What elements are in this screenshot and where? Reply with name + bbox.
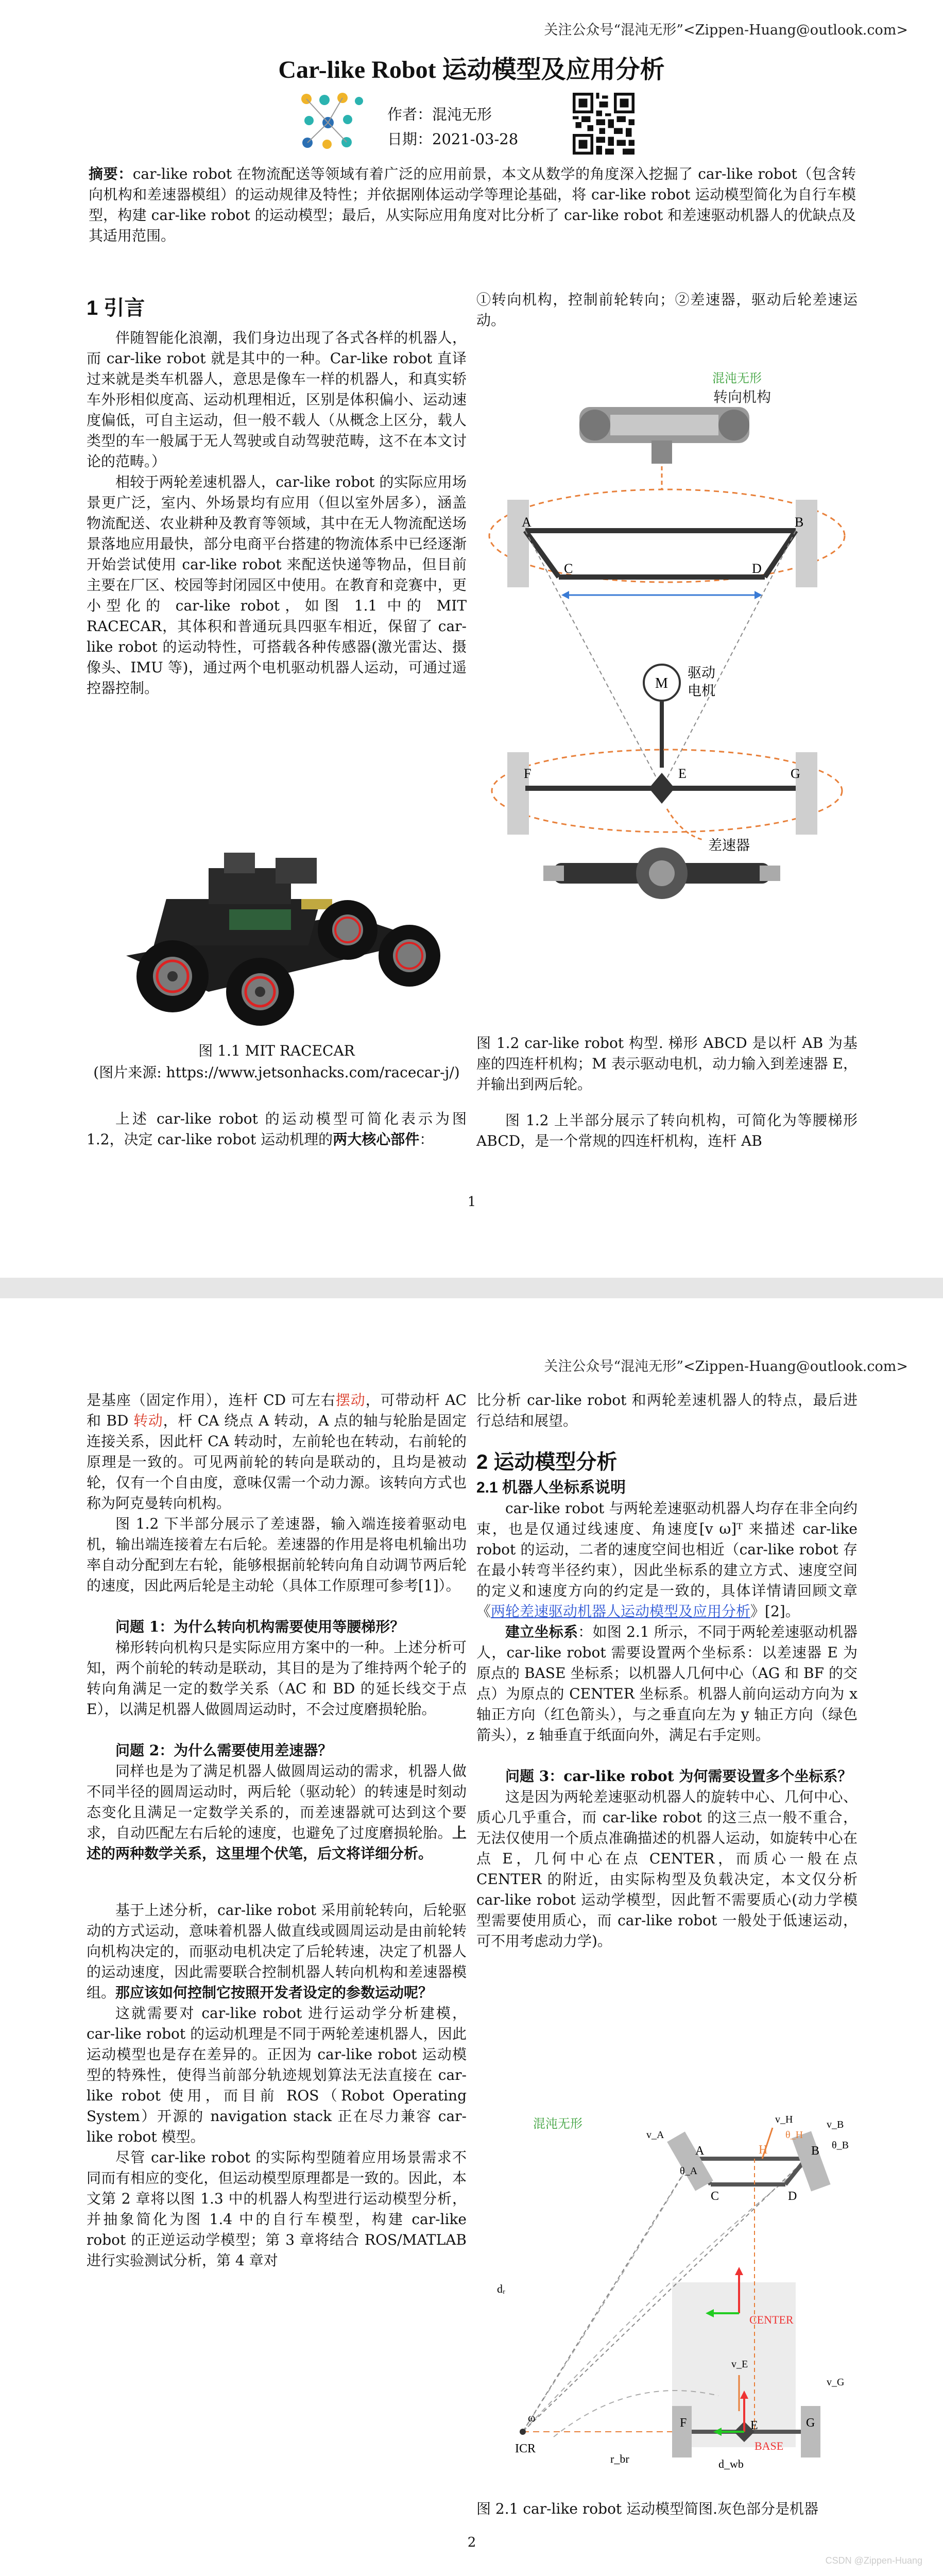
pt-C: C: [564, 561, 573, 576]
fig21-vG: v_G: [827, 2377, 845, 2388]
fig21-vB: v_B: [827, 2119, 844, 2130]
page-2: [0, 1298, 943, 2576]
p2-left-p4: [87, 1761, 467, 1864]
fig21-vH: v_H: [775, 2114, 793, 2125]
differential-photo: [543, 848, 780, 899]
question-3: 问题 3：car-like robot 为何需要设置多个坐标系？: [505, 1768, 852, 1785]
p2-l-p1-a: 是基座（固定作用），连杆 CD 可左右: [87, 1392, 336, 1409]
fig2-motor-label-1: 驱动: [688, 665, 715, 681]
fig-1-2-diagram: [476, 355, 858, 1020]
abstract-text: car-like robot 在物流配送等领域有着广泛的应用前景，本文从数学的角度深入挖掘了 car-like robot（包含转向机构和差速器模组）的运动规律及特性；并依据刚体运动学等理论基础，将 car-like robot 运动模型简化为自行车模型，构建 car-like robot 的运动模型；最后，从实际应用角度对比分析了 car-like robot 和差速驱动机器人的优缺点及其适用范围。: [89, 165, 856, 244]
p1-p3-a: 上述 car-like robot 的运动模型可简化表示为图 1.2，决定 car-like robot 运动机理的: [87, 1110, 467, 1148]
author: 作者：混沌无形: [387, 106, 492, 123]
fig21-caption: 图 2.1 car-like robot 运动模型简图.灰色部分是机器: [476, 2500, 818, 2517]
p1-paragraph-3: [87, 1109, 467, 1150]
p2-l-p5-b: 那应该如何控制它按照开发者设定的参数运动呢？: [115, 1984, 433, 2001]
pt-E: E: [678, 766, 687, 781]
center-label: CENTER: [749, 2313, 794, 2326]
ref-link[interactable]: 两轮差速驱动机器人运动模型及应用分析: [491, 1603, 751, 1620]
p1-right-bottom: [476, 1033, 858, 1151]
p2-left-column: [87, 1390, 467, 2271]
author-logo-icon: [296, 89, 368, 156]
fig21-caption-box: [476, 2499, 858, 2519]
fig21-F: F: [680, 2416, 687, 2430]
p1-p3-b: 两大核心部件: [333, 1131, 420, 1148]
fig21-thH: θ_H: [785, 2129, 803, 2141]
p2-right-p3: [476, 1622, 858, 1745]
p2-l-p1-swing: 摆动: [335, 1392, 366, 1409]
p2-l-p1-rotate: 转动: [133, 1412, 163, 1429]
fig21-B: B: [811, 2144, 820, 2158]
p2-left-p3: 梯形转向机构只是实际应用方案中的一种。上述分析可知，两个前轮的转动是联动，其目的是为了维持两个轮子的转向角满足一定的数学关系（AC 和 BD 的延长线交于点 E），以满足机器人做圆周运动时，不会过度磨损轮胎。: [87, 1639, 467, 1718]
section-1-heading: 1 引言: [87, 297, 145, 319]
fig21-H: H: [759, 2143, 768, 2157]
pt-M: M: [655, 675, 668, 691]
fig21-C: C: [711, 2190, 719, 2203]
p2-left-p2: 图 1.2 下半部分展示了差速器，输入端连接着驱动电机，输出端连接着左右后轮。差速器的作用是将电机输出功率自动分配到左右轮，能够根据前轮转向角自动调节两后轮的速度，因此两后轮是主动轮（具体工作原理可参考[1]）。: [87, 1515, 467, 1594]
p2-left-p1: [87, 1390, 467, 1514]
p1-left-column: [87, 298, 467, 699]
abstract-label: 摘要：: [89, 165, 133, 182]
abstract: [89, 164, 856, 246]
racecar-figure: [106, 837, 445, 1028]
fig21-dwb: d_wb: [718, 2458, 744, 2470]
question-2: 问题 2：为什么需要使用差速器？: [115, 1742, 333, 1759]
page-number-1: 1: [467, 1194, 476, 1210]
wheel-rear-left: [318, 900, 378, 960]
section-2-heading: 2 运动模型分析: [476, 1451, 618, 1473]
fig21-E: E: [750, 2419, 758, 2432]
p1-paragraph-2: 相较于两轮差速机器人，car-like robot 的实际应用场景更广泛，室内、外场景均有应用（但以室外居多），涵盖物流配送、农业耕种及教育等领域，其中在无人物流配送场景落地应用最快，部分电商平台搭建的物流体系中已经逐渐开始尝试使用 car-like robot 来配送快递等物品，但目前主要在厂区、校园等封闭园区中使用。在教育和竞赛中，更小型化的 car-like robot，如图 1.1 中的 MIT RACECAR，其体积和普通玩具四驱车相近，保留了 car-like robot 的运动特性，可搭载各种传感器(激光雷达、摄像头、IMU 等)，通过两个电机驱动机器人运动，可通过遥控器控制。: [87, 473, 467, 697]
steering-mechanism-photo: [579, 407, 749, 464]
fig21-G: G: [806, 2416, 815, 2430]
icr-label: ICR: [515, 2442, 536, 2455]
date: 日期：2021-03-28: [387, 130, 519, 148]
p1-right-column: [476, 290, 858, 331]
p2-l-p1-e: ，杆 CA 绕点 A 转动，A 点的轴与轮胎是固定连接关系，因此杆 CA 转动时，左前轮也在转动，右前轮的原理是一致的。可见两前轮的转向是联动的，且均是被动轮，仅有一个自由度，意味仅需一个动力源。该转向方式也称为阿克曼转向机构。: [87, 1412, 467, 1512]
question-1: 问题 1：为什么转向机构需要使用等腰梯形？: [115, 1618, 405, 1635]
fig21-omega: ω: [528, 2411, 536, 2424]
p2-right-p1: 比分析 car-like robot 和两轮差速机器人的特点，最后进行总结和展望。: [476, 1392, 858, 1429]
page-header: 关注公众号“混沌无形”<Zippen-Huang@outlook.com>: [544, 22, 908, 38]
fig21-thB: θ_B: [832, 2140, 849, 2151]
wheel-rear-right: [379, 925, 440, 987]
fig21-rbr: r_br: [610, 2452, 629, 2465]
fig2-caption: 图 1.2 car-like robot 构型. 梯形 ABCD 是以杆 AB 为基座的四连杆机构；M 表示驱动电机，动力输入到差速器 E，并输出到两后轮。: [476, 1035, 858, 1093]
p2-left-p5: [87, 1900, 467, 2003]
base-label: BASE: [755, 2439, 784, 2452]
page-number-2: 2: [467, 2535, 476, 2550]
p2-r-p2-a: car-like robot 与两轮差速驱动机器人均存在非全向约束，也是仅通过线速度、角速度[v ω]ᵀ 来描述 car-like robot 的运动，二者的速度空间也相近（car-like robot 存在最小转弯半径约束），因此坐标系的建立方式、速度空间的定义和速度方向的约定是一致的，具体详情请回顾文章《: [476, 1500, 858, 1620]
footer-watermark: CSDN @Zippen-Huang: [825, 2555, 922, 2566]
qr-code-icon: [573, 93, 635, 155]
p1-right-top: ①转向机构，控制前轮转向；②差速器，驱动后轮差速运动。: [476, 291, 858, 329]
fig21-dr: dᵣ: [497, 2282, 506, 2295]
fig21-thA: θ_A: [680, 2165, 698, 2177]
paper-title: Car-like Robot 运动模型及应用分析: [278, 56, 665, 83]
fig21-vE: v_E: [731, 2359, 748, 2370]
fig2-motor-label-2: 电机: [688, 683, 715, 699]
page-header-2: 关注公众号“混沌无形”<Zippen-Huang@outlook.com>: [544, 1359, 908, 1375]
p2-r-p3-b: ：如图 2.1 所示，不同于两轮差速驱动机器人，car-like robot 需要设置两个坐标系：以差速器 E 为原点的 BASE 坐标系；以机器人几何中心（AG 和 BF 的交点）为原点的 CENTER 坐标系。机器人前向运动方向为 x 轴正方向（红色箭头），与之垂直向左为 y 轴正方向（绿色箭头），z 轴垂直于纸面向外，满足右手定则。: [476, 1623, 858, 1743]
p2-right-column: [476, 1390, 858, 1952]
p2-l-p4-a: 同样也是为了满足机器人做圆周运动的需求，机器人做不同半径的圆周运动时，两后轮（驱动轮）的转速是时刻动态变化且满足一定数学关系的，而差速器就可达到这个要求，自动匹配左右后轮的速度，也避免了过度磨损轮胎。: [87, 1762, 467, 1841]
p2-l-p5-a: 基于上述分析，car-like robot 采用前轮转向，后轮驱动的方式运动，意味着机器人做直线或圆周运动是由前轮转向机构决定的，而驱动电机决定了后轮转速，决定了机器人的运动速度，因此需要联合控制机器人转向机构和差速器模组。: [87, 1902, 467, 2001]
p2-left-p7: 尽管 car-like robot 的实际构型随着应用场景需求不同而有相应的变化，但运动模型原理都是一致的。因此，本文第 2 章将以图 1.3 中的机器人构型进行运动模型分析，并抽象简化为图 1.4 中的自行车模型，构建 car-like robot 的正逆运动学模型；第 3 章将结合 ROS/MATLAB 进行实验测试分析，第 4 章对: [87, 2149, 467, 2269]
p2-right-p4: 这是因为两轮差速驱动机器人的旋转中心、几何中心、质心几乎重合，而 car-like robot 的这三点一般不重合，无法仅使用一个质点准确描述的机器人运动，如旋转中心在点 E，几何中心在点 CENTER，而质心一般在点 CENTER 的附近，由实际构型及负载决定，本文仅分析 car-like robot 运动学模型，因此暂不需要质心(动力学模型需要使用质心，而 car-like robot 一般处于低速运动，可不用考虑动力学)。: [476, 1788, 858, 1950]
page-1: [0, 0, 943, 1278]
p2-right-p2: [476, 1498, 858, 1622]
fig1-source: (图片来源: https://www.jetsonhacks.com/racecar-j/): [93, 1064, 460, 1081]
subsection-2-1-heading: 2.1 机器人坐标系说明: [476, 1479, 626, 1496]
pt-F: F: [524, 766, 531, 781]
p2-r-p2-b: 》[2]。: [750, 1603, 800, 1620]
pt-D: D: [752, 561, 762, 576]
pt-A: A: [522, 515, 531, 530]
p2-r-p3-a: 建立坐标系: [505, 1623, 578, 1640]
p1-paragraph-1: 伴随智能化浪潮，我们身边出现了各式各样的机器人，而 car-like robot 就是其中的一种。Car-like robot 直译过来就是类车机器人，意思是像车一样的机器人，和真实轿车外形相似度高、运动机理相近，区别是体积偏小、运动速度偏低，可自主运动，但一般不载人（从概念上区分，载人类型的车一般属于无人驾驶或自动驾驶范畴，这不在本文讨论的范畴。）: [87, 329, 467, 470]
fig21-vA: v_A: [646, 2129, 664, 2141]
p1-left-bottom: [87, 1109, 467, 1150]
p1-p3-c: ：: [419, 1131, 434, 1148]
fig21-A: A: [695, 2144, 705, 2158]
pt-B: B: [795, 515, 804, 530]
fig2-watermark: 混沌无形: [712, 372, 762, 385]
fig21-watermark: 混沌无形: [533, 2117, 582, 2131]
pt-G: G: [791, 766, 800, 781]
p2-l-p4-b: 上述的两种数学关系，这里埋个伏笔，后文将详细分析。: [87, 1824, 467, 1862]
fig2-steer-label: 转向机构: [713, 389, 771, 405]
wheel-front-right: [226, 958, 294, 1026]
fig2-diff-label: 差速器: [708, 838, 750, 853]
p2-l-p1-c: ，可带动杆 AC 和 BD: [87, 1392, 467, 1429]
p1-paragraph-4: 图 1.2 上半部分展示了转向机构，可简化为等腰梯形 ABCD，是一个常规的四连杆机构，连杆 AB: [476, 1112, 858, 1149]
fig1-caption: 图 1.1 MIT RACECAR: [198, 1042, 355, 1059]
fig21-D: D: [788, 2190, 797, 2203]
wheel-front-left: [136, 940, 209, 1012]
fig-2-1-diagram: [476, 2107, 858, 2494]
p2-left-p6: 这就需要对 car-like robot 进行运动学分析建模，car-like robot 的运动机理是不同于两轮差速机器人，因此运动模型也是存在差异的。正因为 car-like robot 运动模型的特殊性，使得当前部分轨迹规划算法无法直接在 car-like robot 使用，而目前 ROS（Robot Operating System）开源的 navigation stack 正在尽力兼容 car-like robot 模型。: [87, 2005, 467, 2145]
